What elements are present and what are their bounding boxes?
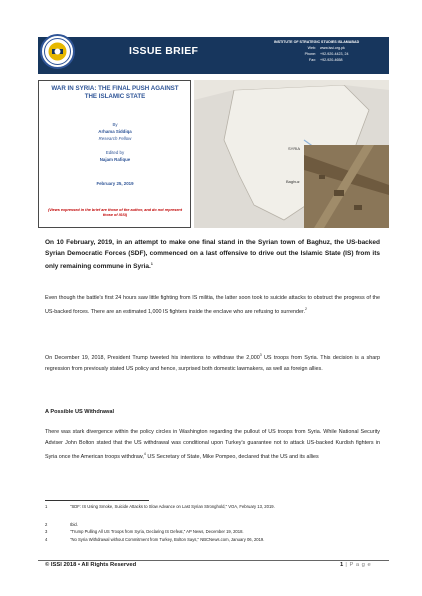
institute-name: INSTITUTE OF STRATEGIC STUDIES ISLAMABAD <box>274 40 360 44</box>
contact-phone: Phone: +92-920-4423, 24 <box>304 52 349 56</box>
aerial-photo <box>304 145 389 228</box>
lead-paragraph: On 10 February, 2019, in an attempt to make one final stand in the Syrian town of Baghuz, the US-backed Syrian Democratic Forces (SDF), commenced on a last offensive to drive out the Islamic State (IS) from its only remaining commune in Syria.$^1$ <box>45 239 380 271</box>
footnote-4: 4 "No Syria Withdrawal without Commitment from Turkey, Bolton Says," NBCNews.com, January 06, 2019. <box>45 537 265 542</box>
publish-date: February 25, 2019 <box>96 181 134 186</box>
author-role: Research Fellow <box>98 136 132 141</box>
footnote-ref-3[interactable]: 3 <box>259 353 262 357</box>
footnote-ref-4[interactable]: 4 <box>143 452 146 456</box>
editor-name: Najam Rafique <box>99 157 131 162</box>
issue-brief-label: ISSUE BRIEF <box>129 45 199 57</box>
footnote-3: 3 "Trump Pulling All US Troops from Syria, Declaring IS Defeat," AP News, December 19, 2018. <box>45 529 244 534</box>
section-heading: A Possible US Withdrawal <box>45 409 115 415</box>
footnote-ref-1[interactable]: 1 <box>150 262 153 266</box>
copyright: © ISSI 2018 • All Rights Reserved <box>45 562 137 568</box>
issi-logo <box>40 34 75 69</box>
brief-title: WAR IN SYRIA: THE FINAL PUSH AGAINST THE ISLAMIC STATE <box>51 85 179 100</box>
paragraph-2: On December 19, 2018, President Trump tweeted his intentions to withdraw the 2,000$^3$ US troops from Syria. This decision is a sharp regression from previously stated US policy and hence, surprised both domestic lawmakers, as well as foreign allies. <box>45 353 380 372</box>
edited-by-label: Edited by <box>105 150 125 155</box>
paragraph-3: There was stark divergence within the policy circles in Washington regarding the pullout of US troops from Syria. While National Security Adviser John Bolton stated that the US withdrawal was conditional upon Turkey's guarantee not to attack US-backed Kurdish fighters in Syria once the American troops withdraw,$^4$ US Secretary of State, Mike Pompeo, declared that the US and its allies <box>45 429 380 460</box>
disclaimer: (Views expressed in the brief are those of the author, and do not represent those of ISSI) <box>47 208 183 217</box>
map-label-syria: SYRIA <box>288 146 301 151</box>
contact-web: Web: www.issi.org.pk <box>307 46 345 50</box>
map-label-baghuz: Baghuz <box>286 179 300 184</box>
footer-divider <box>38 560 389 561</box>
by-label: By <box>112 122 118 127</box>
contact-fax: Fax: +92-920-4658 <box>309 58 343 62</box>
author-name: Arhama Siddiqa <box>98 129 132 134</box>
paragraph-1: Even though the battle's first 24 hours saw little fighting from IS militia, the latter soon took to suicide attacks to obstruct the progress of the US-backed forces. There are an estimated 1,000 IS fighters inside the enclave who are refusing to surrender.$^2$ <box>45 295 380 315</box>
footnote-divider <box>45 500 149 501</box>
footnote-2: 2 Ibid. <box>45 522 78 527</box>
footnote-1: 1 "SDF: IS Using Smoke, Suicide Attacks to Slow Advance on Last Syrian Stronghold," VOA, February 13, 2019. <box>45 504 275 509</box>
page-number: 1 | P a g e <box>340 562 372 568</box>
footnote-ref-2[interactable]: 2 <box>305 307 307 311</box>
